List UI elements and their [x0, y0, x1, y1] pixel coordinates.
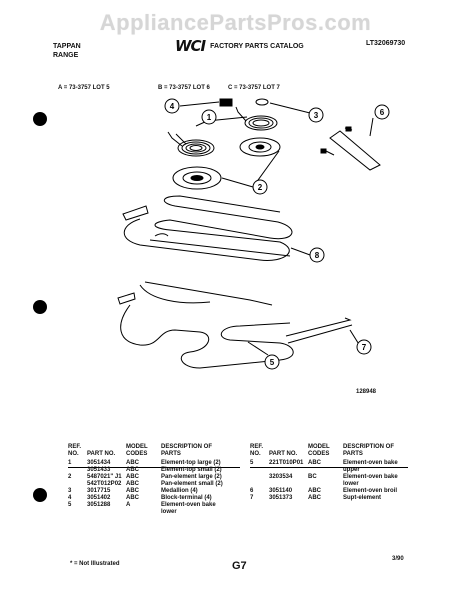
callout-2	[253, 180, 267, 194]
model-codes-cell: ABC	[126, 467, 139, 473]
header-description: DESCRIPTION OF PARTS	[343, 444, 395, 457]
part-no-cell: 3051140	[269, 488, 293, 494]
brand-name: TAPPAN	[53, 43, 81, 50]
ref-no-cell: 7	[250, 495, 254, 501]
ref-no-cell	[68, 481, 87, 488]
lot-a-label: A = 73-3757 LOT 5	[58, 85, 110, 91]
header-description: DESCRIPTION OF PARTS	[161, 444, 213, 457]
ref-no-cell: 5	[68, 502, 72, 508]
catalog-number: LT32069730	[366, 40, 406, 47]
description-cell: Supt-element	[343, 495, 382, 501]
lot-b-label: B = 73-3757 LOT 6	[158, 85, 210, 91]
description-cell: Element-oven bake upper	[343, 460, 398, 473]
description-cell: Element-oven bake lower	[161, 502, 216, 515]
description-cell: Element-oven broil	[343, 488, 398, 494]
table-header-row	[250, 444, 404, 460]
pan-element-large	[173, 167, 221, 189]
model-codes-cell: ABC	[126, 495, 139, 501]
table-row	[250, 495, 404, 502]
model-codes-cell: ABC	[126, 460, 139, 466]
broil-element	[123, 196, 292, 260]
diagram-number: 128948	[356, 389, 377, 395]
header-part-no: PART NO.	[87, 451, 116, 457]
callout-3	[309, 108, 323, 122]
part-no-cell: 3017715	[87, 488, 111, 494]
watermark: AppliancePartsPros.com	[99, 10, 372, 35]
callout-1	[202, 110, 216, 124]
part-no-cell: 221T010P01	[269, 460, 304, 466]
table-row	[250, 460, 404, 474]
ref-no-cell: 3	[68, 488, 72, 494]
table-row	[68, 474, 230, 481]
table-header-row	[68, 444, 230, 460]
table-row	[68, 467, 230, 474]
table-row	[68, 460, 230, 467]
pan-element-small	[240, 138, 280, 156]
header-model-codes: MODEL CODES	[126, 444, 148, 457]
part-no-cell: 3051434	[87, 460, 111, 466]
part-no-cell: 3203534	[269, 474, 293, 480]
callout-5	[265, 355, 279, 369]
table-row	[68, 481, 230, 488]
support-element	[321, 127, 380, 170]
model-codes-cell: A	[126, 502, 131, 508]
callout-2-label: 2	[257, 183, 263, 192]
description-cell: Pan-element large (2)	[161, 474, 222, 480]
callout-8	[310, 248, 324, 262]
model-codes-cell: ABC	[308, 460, 321, 466]
model-codes-cell: ABC	[308, 488, 321, 494]
model-codes-cell: BC	[308, 474, 317, 480]
not-illustrated-note: * = Not Illustrated	[70, 561, 120, 567]
element-top-small	[236, 107, 277, 130]
header-ref-no: REF. NO.	[68, 444, 82, 457]
description-cell: Medallion (4)	[161, 488, 198, 494]
model-codes-cell: ABC	[126, 474, 139, 480]
table-row	[250, 488, 404, 495]
catalog-date: 3/90	[392, 556, 404, 562]
callout-5-label: 5	[269, 358, 275, 367]
description-cell: Element-top large (2)	[161, 460, 221, 466]
table-row	[250, 474, 404, 488]
element-top-large	[168, 132, 214, 156]
callout-4	[165, 99, 179, 113]
description-cell: Element-top small (2)	[161, 467, 222, 473]
ref-no-cell	[68, 467, 87, 474]
model-codes-cell: ABC	[126, 481, 139, 487]
ref-no-cell: 4	[68, 495, 72, 501]
header-part-no: PART NO.	[269, 451, 298, 457]
description-cell: Pan-element small (2)	[161, 481, 223, 487]
parts-table-right	[250, 444, 404, 502]
model-codes-cell: ABC	[308, 495, 321, 501]
table-row	[68, 502, 230, 516]
ref-no-cell: 1	[68, 460, 72, 466]
ref-no-cell: 2	[68, 474, 72, 480]
part-no-cell: 3051433	[87, 467, 111, 473]
part-no-cell: 542T012P02	[87, 481, 122, 487]
callout-3-label: 3	[313, 111, 319, 120]
callout-1-label: 1	[206, 113, 212, 122]
table-row	[68, 495, 230, 502]
part-no-cell: 5487021" J1	[87, 474, 122, 480]
callout-4-label: 4	[169, 102, 175, 111]
header-ref-no: REF. NO.	[250, 444, 264, 457]
description-cell: Element-oven bake lower	[343, 474, 398, 487]
wci-logo: WCI	[175, 37, 206, 55]
table-row	[68, 488, 230, 495]
catalog-title-text: FACTORY PARTS CATALOG	[210, 42, 304, 50]
part-no-cell: 3051402	[87, 495, 111, 501]
bake-element	[118, 282, 352, 368]
callout-7	[357, 340, 371, 354]
description-cell: Block-terminal (4)	[161, 495, 212, 501]
ref-no-cell	[250, 474, 269, 488]
callout-8-label: 8	[314, 251, 320, 260]
model-codes-cell: ABC	[126, 488, 139, 494]
ref-no-cell: 5	[250, 460, 254, 466]
part-no-cell: 3051288	[87, 502, 111, 508]
lot-c-label: C = 73-3757 LOT 7	[228, 85, 280, 91]
part-no-cell: 3051373	[269, 495, 293, 501]
callout-7-label: 7	[361, 343, 367, 352]
callout-6	[375, 105, 389, 119]
page-number: G7	[232, 560, 247, 572]
product-name: RANGE	[53, 52, 79, 59]
parts-table-left	[68, 444, 230, 516]
callout-6-label: 6	[379, 108, 385, 117]
header-model-codes: MODEL CODES	[308, 444, 330, 457]
ref-no-cell: 6	[250, 488, 254, 494]
